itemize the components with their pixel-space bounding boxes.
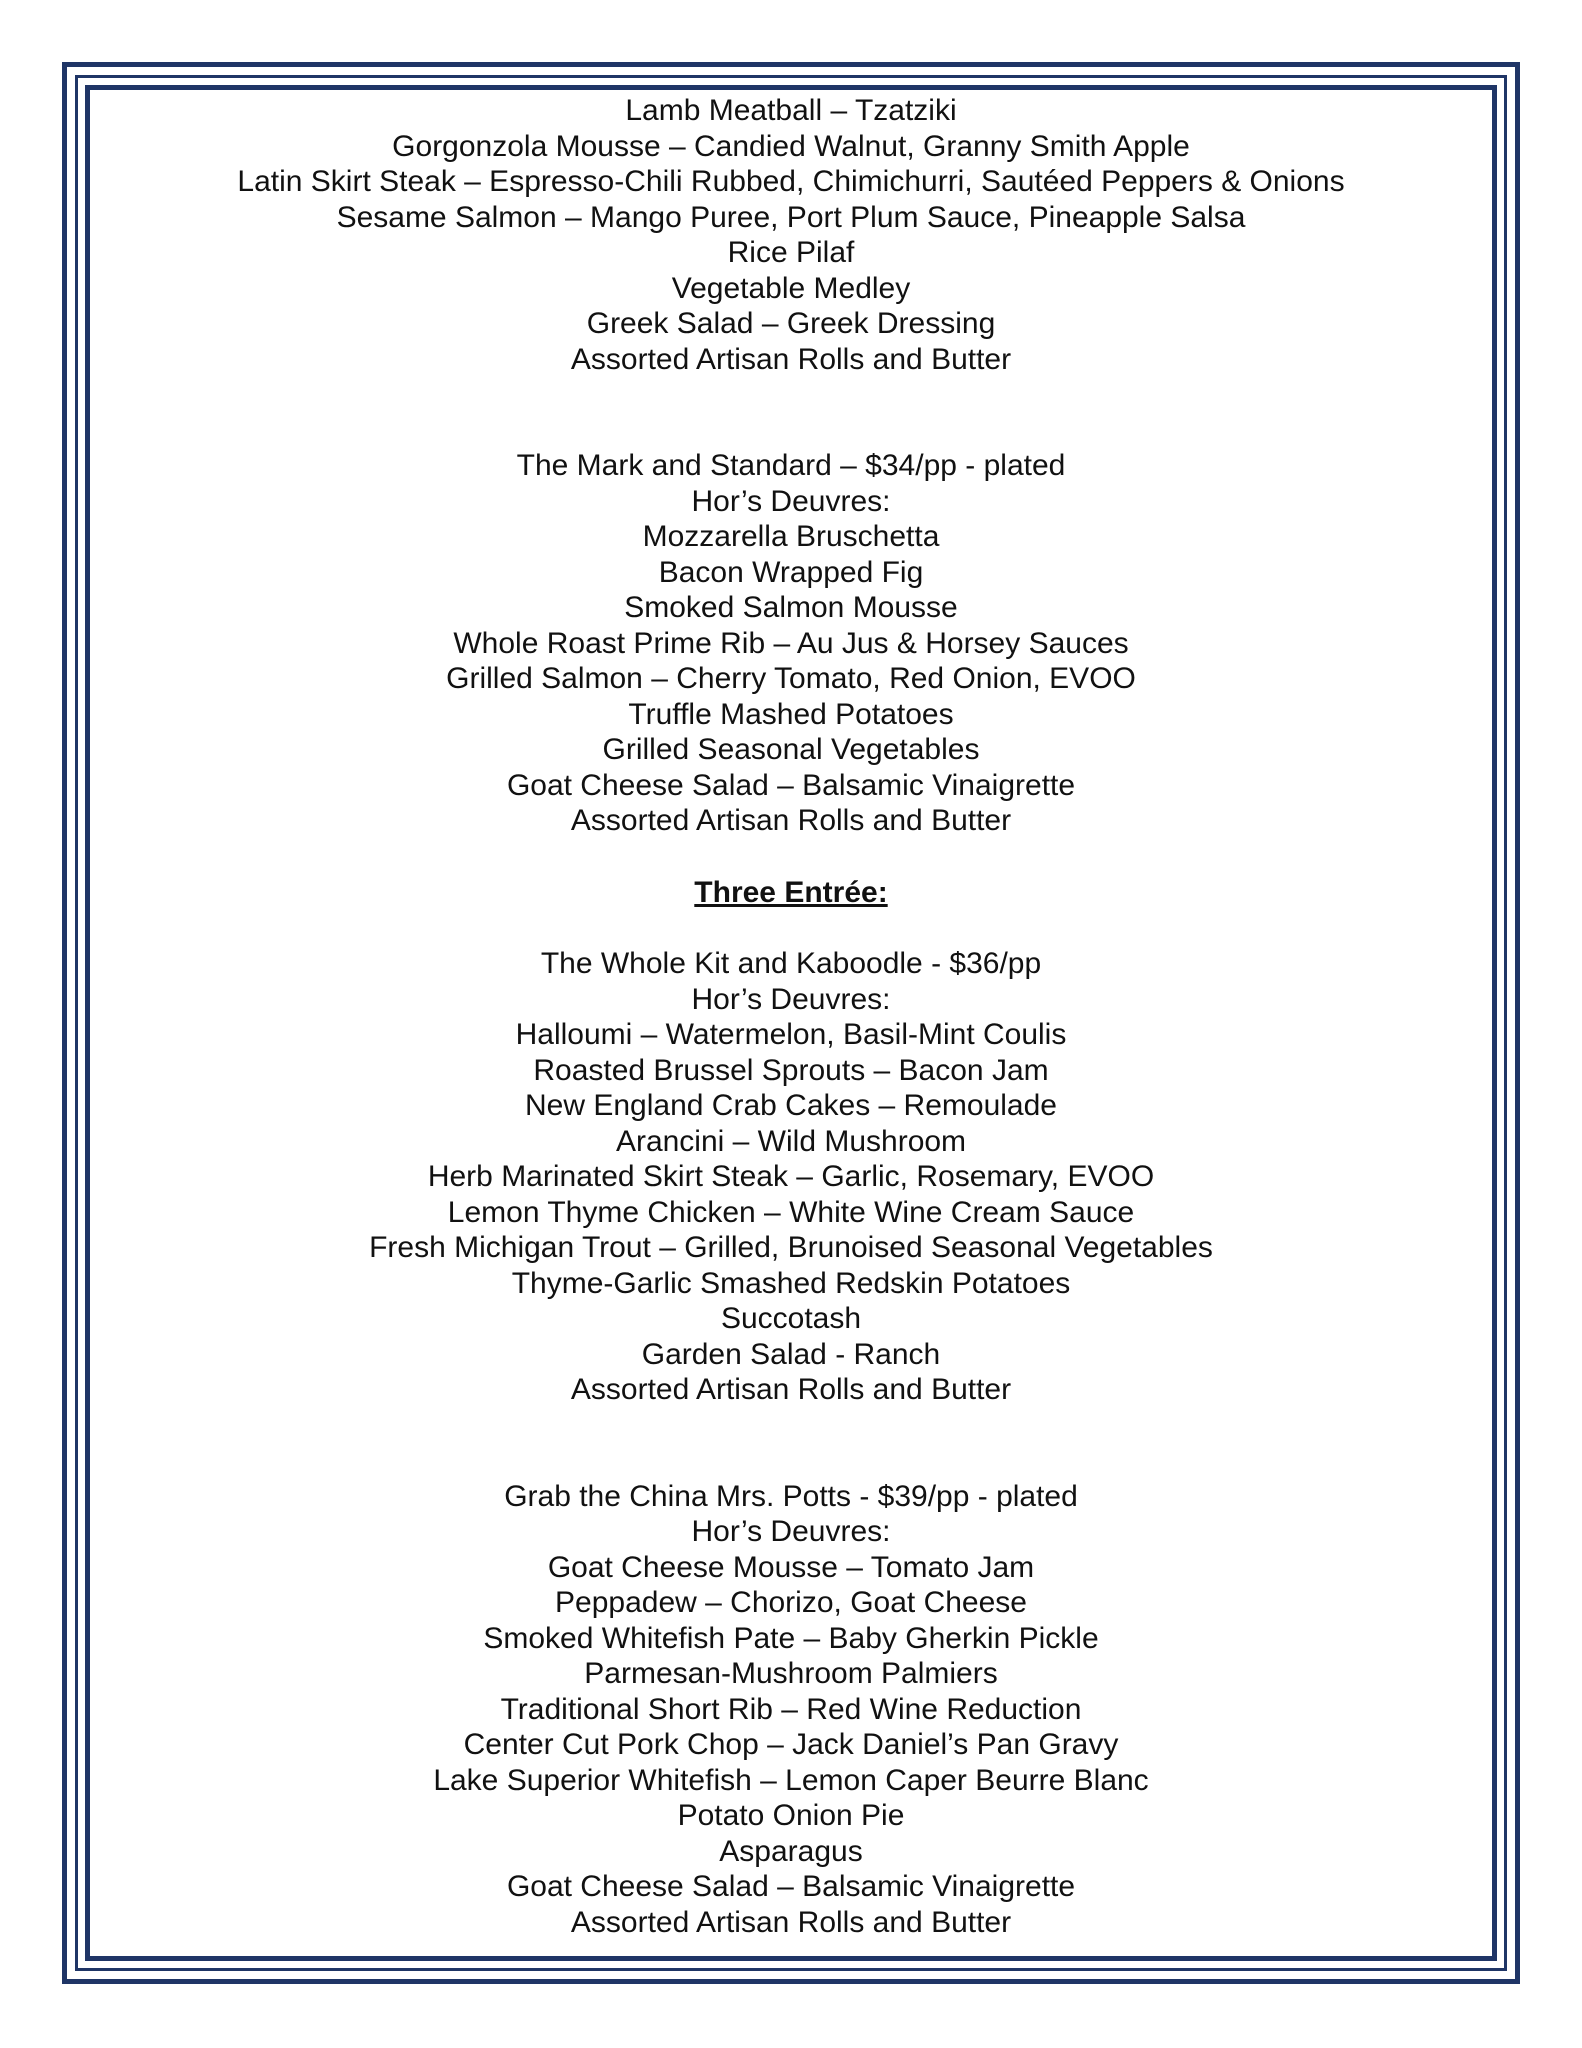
menu-package-whole-kit-and-kaboodle [82, 946, 1500, 1408]
menu-line: Vegetable Medley [671, 271, 911, 305]
menu-line: Roasted Brussel Sprouts – Bacon Jam [533, 1053, 1049, 1087]
menu-line: Peppadew – Chorizo, Goat Cheese [555, 1586, 1027, 1619]
menu-line: Hor’s Deuvres: [691, 982, 891, 1016]
menu-line: Bacon Wrapped Fig [658, 555, 924, 589]
menu-line: Herb Marinated Skirt Steak – Garlic, Rosemary, EVOO [427, 1160, 1155, 1193]
menu-package-grab-the-china [82, 1479, 1500, 1941]
menu-line: Lake Superior Whitefish – Lemon Caper Beurre Blanc [433, 1763, 1149, 1797]
menu-line: Potato Onion Pie [677, 1799, 905, 1832]
spacer [82, 910, 1500, 946]
menu-content [82, 93, 1500, 1940]
menu-line: Assorted Artisan Rolls and Butter [570, 342, 1012, 376]
menu-line: Latin Skirt Steak – Espresso-Chili Rubbed, Chimichurri, Sautéed Peppers & Onions [237, 165, 1345, 198]
menu-line: Assorted Artisan Rolls and Butter [570, 804, 1012, 837]
menu-line: Assorted Artisan Rolls and Butter [570, 1905, 1012, 1939]
menu-line: Goat Cheese Mousse – Tomato Jam [547, 1550, 1035, 1584]
menu-line: Succotash [720, 1302, 862, 1335]
menu-line: Whole Roast Prime Rib – Au Jus & Horsey Sauces [453, 626, 1129, 660]
menu-line: Lemon Thyme Chicken – White Wine Cream Sauce [447, 1195, 1135, 1229]
menu-line: Thyme-Garlic Smashed Redskin Potatoes [511, 1266, 1071, 1300]
section-heading: Three Entrée: [694, 875, 888, 909]
menu-line: Center Cut Pork Chop – Jack Daniel’s Pan Gravy [463, 1728, 1119, 1761]
menu-line: Grilled Salmon – Cherry Tomato, Red Onion, EVOO [446, 662, 1136, 695]
spacer [82, 377, 1500, 448]
menu-line: Mozzarella Bruschetta [642, 520, 940, 553]
menu-line: Sesame Salmon – Mango Puree, Port Plum Sauce, Pineapple Salsa [336, 200, 1246, 234]
menu-line: Lamb Meatball – Tzatziki [625, 94, 957, 127]
menu-line: Smoked Whitefish Pate – Baby Gherkin Pickle [483, 1621, 1099, 1655]
menu-block-continued [82, 93, 1500, 377]
menu-line: Arancini – Wild Mushroom [615, 1124, 967, 1158]
menu-line: Gorgonzola Mousse – Candied Walnut, Granny Smith Apple [392, 129, 1190, 163]
menu-package-mark-and-standard [82, 448, 1500, 839]
spacer [82, 1408, 1500, 1479]
menu-line: Garden Salad - Ranch [641, 1337, 941, 1371]
menu-line: Halloumi – Watermelon, Basil-Mint Coulis [515, 1018, 1067, 1051]
menu-line: Asparagus [719, 1834, 863, 1868]
package-title: The Whole Kit and Kaboodle - $36/pp [540, 947, 1042, 980]
package-title: The Mark and Standard – $34/pp - plated [516, 449, 1066, 482]
menu-line: Rice Pilaf [727, 236, 855, 269]
menu-line: Goat Cheese Salad – Balsamic Vinaigrette [506, 1870, 1076, 1903]
menu-line: Hor’s Deuvres: [691, 1515, 891, 1548]
menu-line: Fresh Michigan Trout – Grilled, Brunoised Seasonal Vegetables [369, 1231, 1213, 1264]
menu-line: Greek Salad – Greek Dressing [586, 307, 996, 340]
menu-line: Parmesan-Mushroom Palmiers [584, 1657, 998, 1690]
menu-line: Traditional Short Rib – Red Wine Reduction [500, 1692, 1082, 1726]
spacer [82, 839, 1500, 875]
menu-line: Smoked Salmon Mousse [624, 591, 958, 624]
menu-line: Assorted Artisan Rolls and Butter [570, 1373, 1012, 1406]
menu-line: Grilled Seasonal Vegetables [602, 733, 980, 766]
menu-line: Hor’s Deuvres: [691, 484, 891, 518]
menu-line: Truffle Mashed Potatoes [628, 697, 954, 731]
menu-line: Goat Cheese Salad – Balsamic Vinaigrette [506, 768, 1076, 802]
menu-line: New England Crab Cakes – Remoulade [525, 1089, 1057, 1122]
package-title: Grab the China Mrs. Potts - $39/pp - plated [504, 1479, 1078, 1513]
